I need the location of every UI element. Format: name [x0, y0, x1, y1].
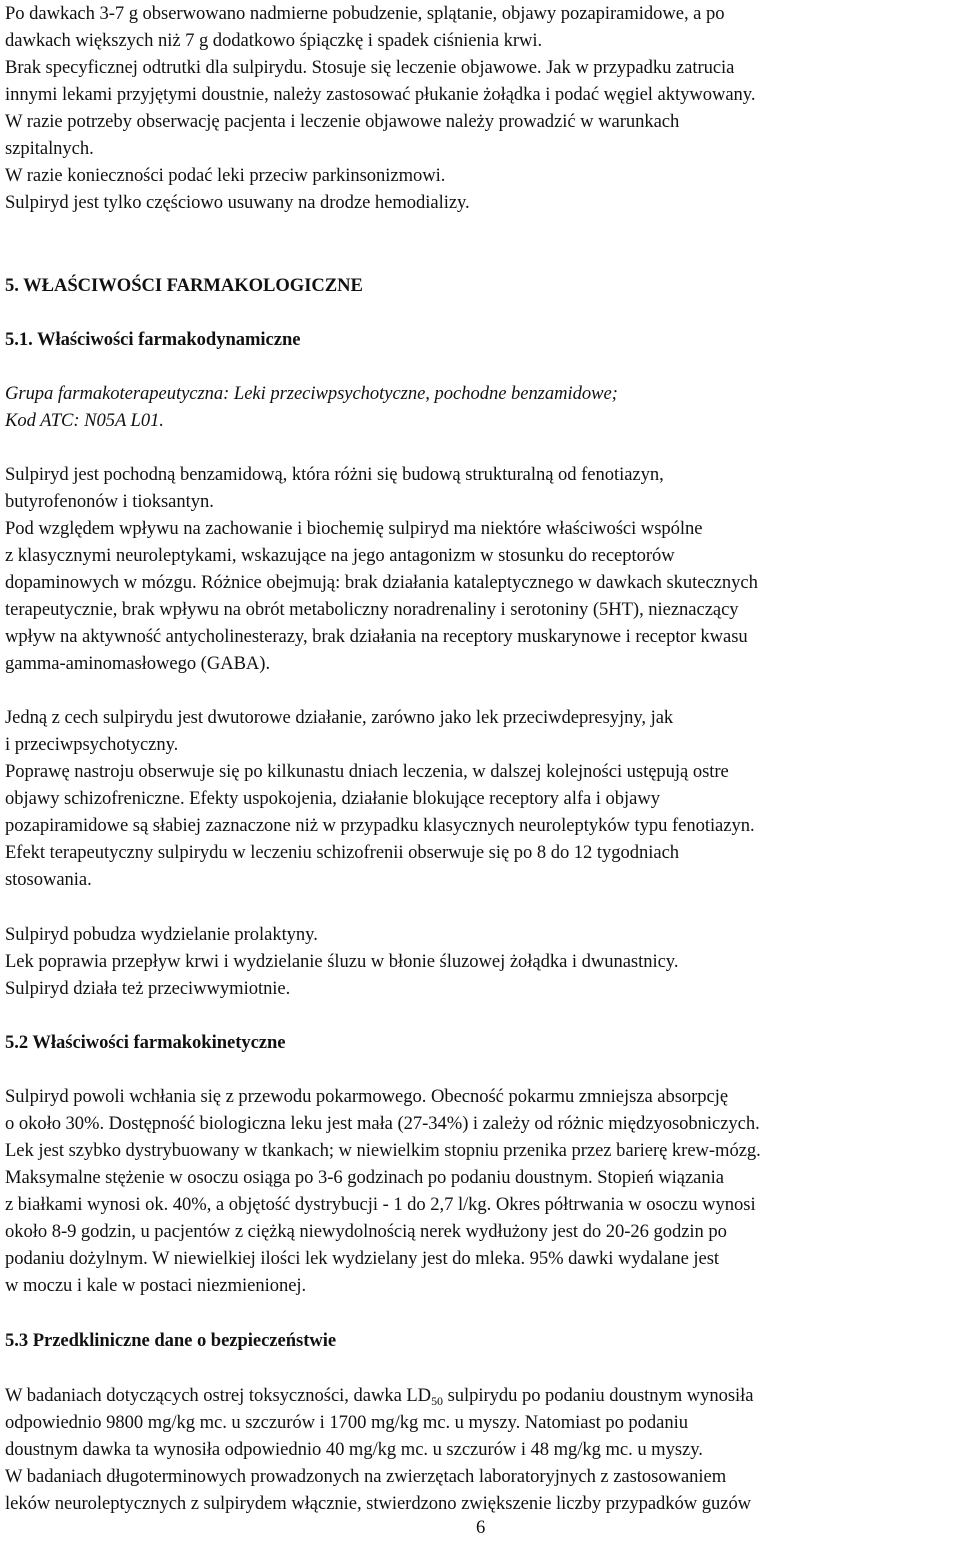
- ld-pre-text: W badaniach dotyczących ostrej toksyczności, dawka LD: [5, 1385, 432, 1406]
- text-line: Po dawkach 3-7 g obserwowano nadmierne pobudzenie, splątanie, objawy pozapiramidowe, a po: [5, 3, 725, 24]
- text-line: [5, 1382, 754, 1409]
- text-line: terapeutycznie, brak wpływu na obrót metaboliczny noradrenaliny i serotoniny (5HT), nieznaczący: [5, 599, 739, 620]
- text-line: doustnym dawka ta wynosiła odpowiednio 40 mg/kg mc. u szczurów i 48 mg/kg mc. u myszy.: [5, 1439, 703, 1460]
- text-line: pozapiramidowe są słabiej zaznaczone niż w przypadku klasycznych neuroleptyków typu fenotiazyn.: [5, 815, 755, 836]
- text-line: i przeciwpsychotyczny.: [5, 734, 179, 755]
- text-line: objawy schizofreniczne. Efekty uspokojenia, działanie blokujące receptory alfa i objawy: [5, 788, 660, 809]
- text-line: innymi lekami przyjętymi doustnie, należy zastosować płukanie żołądka i podać węgiel aktywowany.: [5, 84, 756, 105]
- subsection-heading: 5.3 Przedkliniczne dane o bezpieczeństwie: [5, 1330, 337, 1351]
- text-line: Efekt terapeutyczny sulpirydu w leczeniu schizofrenii obserwuje się po 8 do 12 tygodniach: [5, 842, 680, 863]
- text-line: z klasycznymi neuroleptykami, wskazujące na jego antagonizm w stosunku do receptorów: [5, 545, 675, 566]
- text-line: dopaminowych w mózgu. Różnice obejmują: brak działania kataleptycznego w dawkach skutecznych: [5, 572, 758, 593]
- text-line: Brak specyficznej odtrutki dla sulpirydu. Stosuje się leczenie objawowe. Jak w przypadku zatrucia: [5, 57, 735, 78]
- text-line: odpowiednio 9800 mg/kg mc. u szczurów i 1700 mg/kg mc. u myszy. Natomiast po podaniu: [5, 1412, 688, 1433]
- text-line: szpitalnych.: [5, 138, 94, 159]
- text-line: stosowania.: [5, 869, 92, 890]
- text-line: Lek poprawia przepływ krwi i wydzielanie śluzu w błonie śluzowej żołądka i dwunastnicy.: [5, 951, 679, 972]
- text-line: Maksymalne stężenie w osoczu osiąga po 3-6 godzinach po podaniu doustnym. Stopień wiązania: [5, 1167, 724, 1188]
- text-line: Poprawę nastroju obserwuje się po kilkunastu dniach leczenia, w dalszej kolejności ustępują ostre: [5, 761, 729, 782]
- text-line: W badaniach długoterminowych prowadzonych na zwierzętach laboratoryjnych z zastosowaniem: [5, 1466, 727, 1487]
- subsection-heading: 5.1. Właściwości farmakodynamiczne: [5, 329, 301, 350]
- text-line: W razie potrzeby obserwację pacjenta i leczenie objawowe należy prowadzić w warunkach: [5, 111, 680, 132]
- text-line: leków neuroleptycznych z sulpirydem włącznie, stwierdzono zwiększenie liczby przypadków guzów: [5, 1493, 752, 1514]
- page-number: 6: [476, 1517, 486, 1538]
- atc-code-line: Kod ATC: N05A L01.: [5, 410, 164, 431]
- text-line: z białkami wynosi ok. 40%, a objętość dystrybucji - 1 do 2,7 l/kg. Okres półtrwania w osoczu wynosi: [5, 1194, 756, 1215]
- atc-group-line: Grupa farmakoterapeutyczna: Leki przeciwpsychotyczne, pochodne benzamidowe;: [5, 383, 618, 404]
- text-line: Sulpiryd jest tylko częściowo usuwany na drodze hemodializy.: [5, 192, 470, 213]
- text-line: Jedną z cech sulpirydu jest dwutorowe działanie, zarówno jako lek przeciwdepresyjny, jak: [5, 707, 674, 728]
- subsection-heading: 5.2 Właściwości farmakokinetyczne: [5, 1032, 286, 1053]
- text-line: W razie konieczności podać leki przeciw parkinsonizmowi.: [5, 165, 446, 186]
- text-line: Pod względem wpływu na zachowanie i biochemię sulpiryd ma niektóre właściwości wspólne: [5, 518, 703, 539]
- ld-post-text: sulpirydu po podaniu doustnym wynosiła: [442, 1385, 754, 1406]
- text-line: o około 30%. Dostępność biologiczna leku jest mała (27-34%) i zależy od różnic międzyosobniczych.: [5, 1113, 760, 1134]
- text-line: około 8-9 godzin, u pacjentów z ciężką niewydolnością nerek wydłużony jest do 20-26 godzin po: [5, 1221, 727, 1242]
- text-line: wpływ na aktywność antycholinesterazy, brak działania na receptory muskarynowe i receptor kwasu: [5, 626, 748, 647]
- text-line: gamma-aminomasłowego (GABA).: [5, 653, 271, 674]
- text-line: Sulpiryd powoli wchłania się z przewodu pokarmowego. Obecność pokarmu zmniejsza absorpcję: [5, 1086, 729, 1107]
- text-line: podaniu dożylnym. W niewielkiej ilości lek wydzielany jest do mleka. 95% dawki wydalane jest: [5, 1248, 720, 1269]
- text-line: Lek jest szybko dystrybuowany w tkankach; w niewielkim stopniu przenika przez barierę krew-mózg.: [5, 1140, 761, 1161]
- text-line: butyrofenonów i tioksantyn.: [5, 491, 214, 512]
- text-line: dawkach większych niż 7 g dodatkowo śpiączkę i spadek ciśnienia krwi.: [5, 30, 543, 51]
- text-line: Sulpiryd działa też przeciwwymiotnie.: [5, 978, 291, 999]
- text-line: Sulpiryd jest pochodną benzamidową, która różni się budową strukturalną od fenotiazyn,: [5, 464, 664, 485]
- text-line: Sulpiryd pobudza wydzielanie prolaktyny.: [5, 924, 318, 945]
- text-line: w moczu i kale w postaci niezmienionej.: [5, 1275, 307, 1296]
- section-heading: 5. WŁAŚCIWOŚCI FARMAKOLOGICZNE: [5, 275, 363, 296]
- ld-subscript: 50: [431, 1394, 443, 1408]
